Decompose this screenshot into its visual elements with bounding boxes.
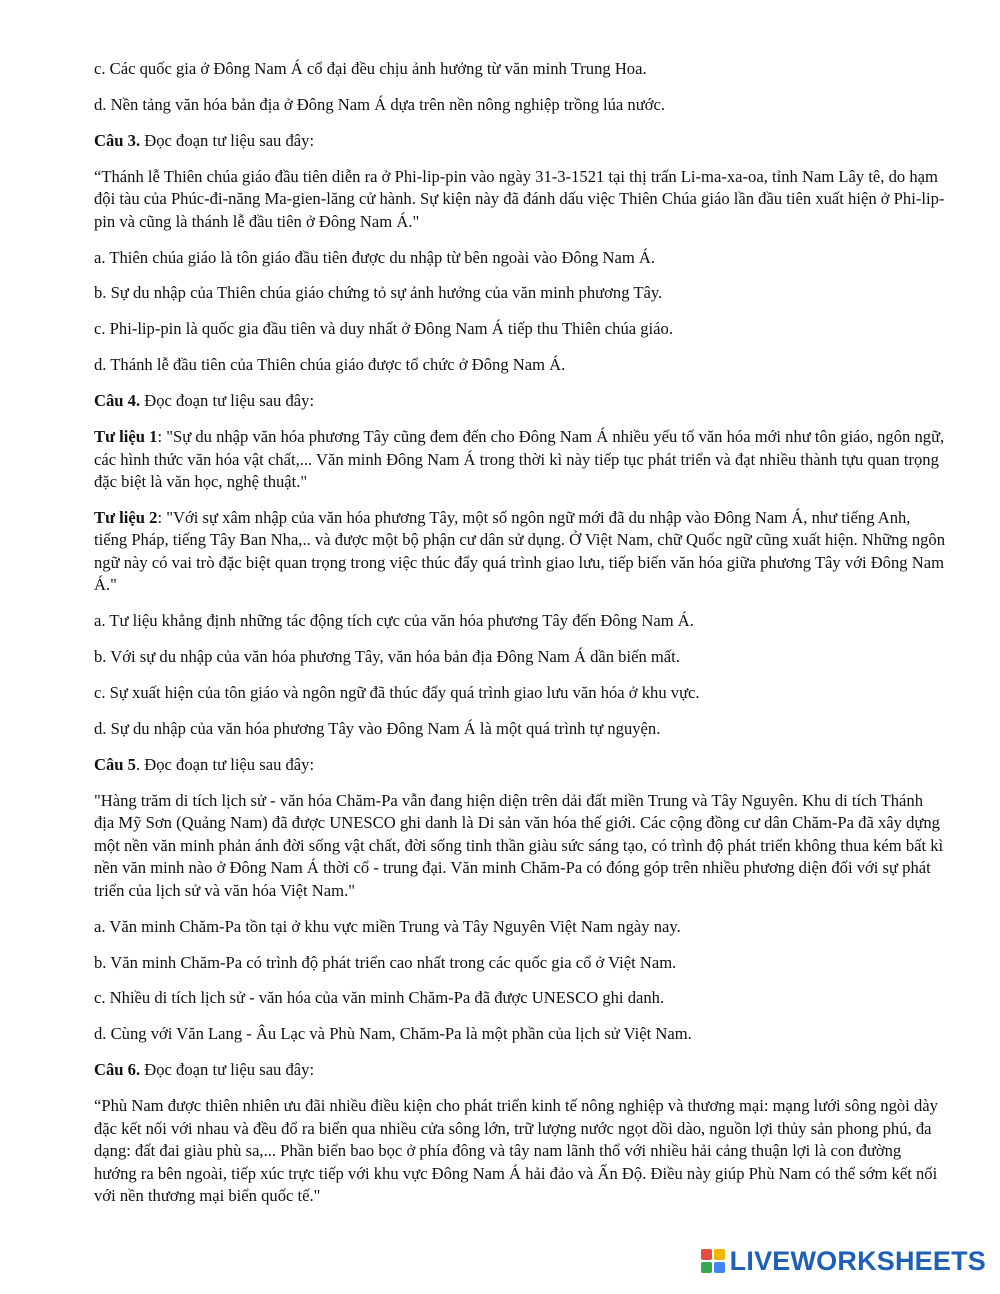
paragraph-text: d. Thánh lễ đầu tiên của Thiên chúa giáo được tổ chức ở Đông Nam Á. — [94, 355, 566, 375]
paragraph — [94, 1095, 946, 1208]
brand-wordmark: LIVEWORKSHEETS — [729, 1245, 986, 1276]
paragraph-text: Đọc đoạn tư liệu sau đây: — [140, 130, 315, 150]
paragraph — [94, 610, 946, 633]
paragraph — [94, 987, 946, 1010]
paragraph-text: : "Với sự xâm nhập của văn hóa phương Tây, một số ngôn ngữ mới đã du nhập vào Đông Nam Á, như tiếng Anh, tiếng Pháp, tiếng Tây Ban Nha,.. và được một bộ phận cư dân sử dụng. Ở Việt Nam, chữ Quốc ngữ cũng xuất hiện. Những ngôn ngữ này có vai trò đặc biệt quan trọng trong việc thúc đẩy quá trình giao lưu, tiếp biến văn hóa giữa phương Tây với Đông Nam Á." — [94, 507, 946, 595]
paragraph-list — [94, 58, 946, 1208]
paragraph-text: b. Văn minh Chăm-Pa có trình độ phát triển cao nhất trong các quốc gia cổ ở Việt Nam. — [94, 952, 677, 972]
worksheet-page — [94, 58, 946, 1221]
paragraph-text: . Đọc đoạn tư liệu sau đây: — [135, 754, 315, 774]
paragraph — [94, 646, 946, 669]
paragraph — [94, 58, 946, 81]
question-heading — [94, 754, 946, 777]
paragraph — [94, 952, 946, 975]
paragraph-text: c. Các quốc gia ở Đông Nam Á cổ đại đều chịu ảnh hưởng từ văn minh Trung Hoa. — [94, 59, 647, 78]
paragraph-text: c. Phi-lip-pin là quốc gia đầu tiên và duy nhất ở Đông Nam Á tiếp thu Thiên chúa giáo. — [94, 319, 673, 339]
logo-tile — [714, 1249, 725, 1260]
paragraph — [94, 916, 946, 939]
paragraph-lead: Tư liệu 1 — [94, 427, 158, 447]
paragraph — [94, 247, 946, 270]
paragraph-text: b. Với sự du nhập của văn hóa phương Tây, văn hóa bản địa Đông Nam Á dần biến mất. — [94, 647, 680, 667]
paragraph-text: b. Sự du nhập của Thiên chúa giáo chứng tỏ sự ảnh hưởng của văn minh phương Tây. — [94, 283, 663, 303]
paragraph — [94, 94, 946, 117]
paragraph — [94, 718, 946, 741]
paragraph — [94, 282, 946, 305]
paragraph-text: a. Thiên chúa giáo là tôn giáo đầu tiên được du nhập từ bên ngoài vào Đông Nam Á. — [94, 247, 656, 267]
paragraph — [94, 166, 946, 234]
paragraph-text: Đọc đoạn tư liệu sau đây: — [140, 391, 315, 411]
paragraph-text: c. Nhiều di tích lịch sử - văn hóa của văn minh Chăm-Pa đã được UNESCO ghi danh. — [94, 988, 665, 1008]
paragraph-text: “Phù Nam được thiên nhiên ưu đãi nhiều điều kiện cho phát triển kinh tế nông nghiệp và thương mại: mạng lưới sông ngòi dày đặc kết nối với nhau và đều đổ ra biển qua nhiều cửa sông lớn, trữ lượng nước ngọt dồi dào, nguồn lợi thủy sản phong phú, đa dạng: đất đai giàu phù sa,... Phần biển bao bọc ở phía đông và tây nam lãnh thổ với nhiều hải cảng thuận lợi là con đường hướng ra bên ngoài, tiếp xúc trực tiếp với khu vực Đông Nam Á hải đảo và Ấn Độ. Điều này giúp Phù Nam có thể sớm kết nối với nền thương mại biển quốc tế." — [94, 1096, 938, 1206]
paragraph-text: d. Sự du nhập của văn hóa phương Tây vào Đông Nam Á là một quá trình tự nguyện. — [94, 718, 661, 738]
paragraph-text: c. Sự xuất hiện của tôn giáo và ngôn ngữ đã thúc đẩy quá trình giao lưu văn hóa ở khu vực. — [94, 683, 700, 703]
question-heading — [94, 390, 946, 413]
question-heading — [94, 507, 946, 597]
paragraph-lead: Câu 5 — [94, 754, 136, 774]
question-heading — [94, 130, 946, 153]
paragraph — [94, 1023, 946, 1046]
paragraph — [94, 318, 946, 341]
paragraph-text: Đọc đoạn tư liệu sau đây: — [140, 1060, 315, 1080]
paragraph — [94, 354, 946, 377]
logo-tile — [714, 1262, 725, 1273]
liveworksheets-brand[interactable] — [701, 1244, 986, 1278]
paragraph-lead: Tư liệu 2 — [94, 507, 158, 527]
paragraph — [94, 682, 946, 705]
liveworksheets-logo-icon — [701, 1249, 725, 1273]
paragraph-lead: Câu 3. — [94, 130, 141, 150]
question-heading — [94, 1059, 946, 1082]
paragraph-text: "Hàng trăm di tích lịch sử - văn hóa Chăm-Pa vẫn đang hiện diện trên dải đất miền Trung và Tây Nguyên. Khu di tích Thánh địa Mỹ Sơn (Quảng Nam) đã được UNESCO ghi danh là Di sản văn hóa thế giới. Các cộng đồng cư dân Chăm-Pa đã xây dựng một nền văn minh phản ánh đời sống vật chất, đời sống tinh thần giàu sức sáng tạo, có trình độ phát triển không thua kém bất kì nền văn minh nào ở Đông Nam Á thời cổ - trung đại. Văn minh Chăm-Pa có đóng góp trên nhiều phương diện đối với sự phát triển của lịch sử và văn hóa Việt Nam." — [94, 790, 944, 900]
paragraph-text: a. Tư liệu khẳng định những tác động tích cực của văn hóa phương Tây đến Đông Nam Á. — [94, 611, 694, 631]
question-heading — [94, 426, 946, 494]
paragraph-lead: Câu 6. — [94, 1060, 141, 1080]
logo-tile — [701, 1249, 712, 1260]
paragraph-lead: Câu 4. — [94, 391, 141, 411]
paragraph-text: “Thánh lễ Thiên chúa giáo đầu tiên diễn ra ở Phi-lip-pin vào ngày 31-3-1521 tại thị trấn Li-ma-xa-oa, tỉnh Nam Lây tê, do hạm đội tàu của Phúc-đi-năng Ma-gien-lăng cử hành. Sự kiện này đã đánh dấu việc Thiên Chúa giáo lần đầu tiên xuất hiện ở Phi-lip-pin và cũng là thánh lễ đầu tiên ở Đông Nam Á." — [94, 166, 945, 231]
logo-tile — [701, 1262, 712, 1273]
paragraph-text: d. Nền tảng văn hóa bản địa ở Đông Nam Á dựa trên nền nông nghiệp trồng lúa nước. — [94, 94, 666, 114]
paragraph-text: d. Cùng với Văn Lang - Âu Lạc và Phù Nam, Chăm-Pa là một phần của lịch sử Việt Nam. — [94, 1024, 692, 1044]
paragraph-text: a. Văn minh Chăm-Pa tồn tại ở khu vực miền Trung và Tây Nguyên Việt Nam ngày nay. — [94, 916, 681, 936]
paragraph — [94, 790, 946, 903]
paragraph-text: : "Sự du nhập văn hóa phương Tây cũng đem đến cho Đông Nam Á nhiều yếu tố văn hóa mới như tôn giáo, ngôn ngữ, các hình thức văn hóa vật chất,... Văn minh Đông Nam Á trong thời kì này tiếp tục phát triển và đạt nhiều thành tựu quan trọng đặc biệt là văn học, nghệ thuật." — [94, 427, 945, 492]
